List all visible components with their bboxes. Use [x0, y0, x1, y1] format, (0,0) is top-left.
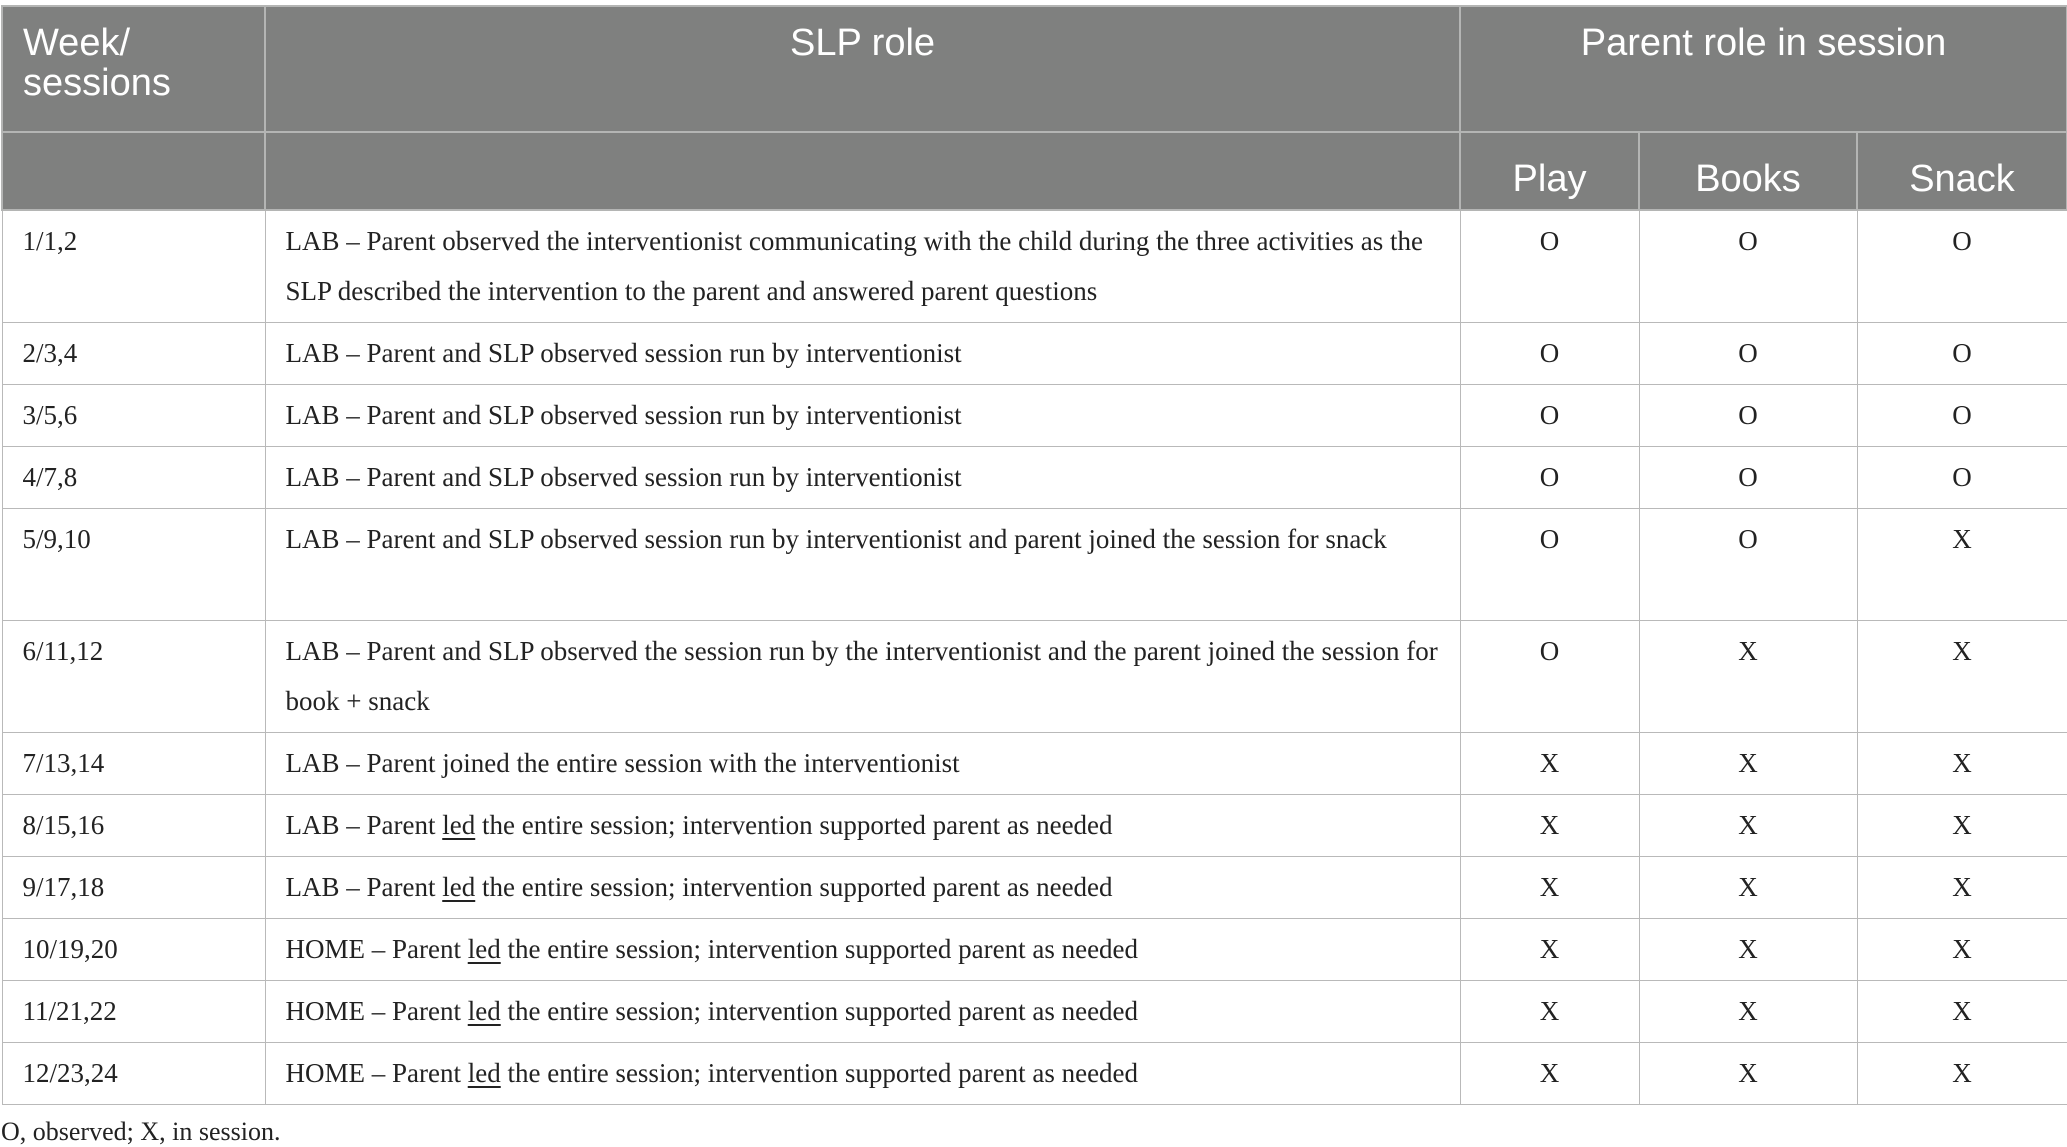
cell-snack: O [1857, 447, 2067, 509]
header-parent-role: Parent role in session [1460, 6, 2067, 132]
slp-role-text: LAB – Parent and SLP observed session run by interventionist [285, 400, 962, 430]
cell-week-sessions: 4/7,8 [2, 447, 265, 509]
table-row [2, 1043, 2067, 1105]
cell-snack: X [1857, 795, 2067, 857]
slp-role-led: led [442, 810, 476, 840]
table-row [2, 621, 2067, 733]
cell-week-sessions: 7/13,14 [2, 733, 265, 795]
slp-role-text: HOME – Parent [285, 1058, 468, 1088]
slp-role-text-rest: the entire session; intervention supported parent as needed [475, 872, 1113, 902]
slp-role-led: led [467, 1058, 501, 1088]
cell-play: X [1460, 795, 1639, 857]
table-row [2, 795, 2067, 857]
cell-books: X [1639, 621, 1857, 733]
cell-play: X [1460, 733, 1639, 795]
slp-role-text: LAB – Parent [285, 872, 443, 902]
cell-snack: X [1857, 621, 2067, 733]
cell-slp-role [265, 733, 1460, 795]
cell-week-sessions: 2/3,4 [2, 323, 265, 385]
session-table [1, 5, 2067, 1105]
table-row [2, 447, 2067, 509]
table-row [2, 210, 2067, 323]
slp-role-text-rest: the entire session; intervention supported parent as needed [500, 934, 1139, 964]
cell-books: O [1639, 323, 1857, 385]
slp-role-text: LAB – Parent and SLP observed session run by interventionist [285, 462, 962, 492]
cell-snack: X [1857, 1043, 2067, 1105]
cell-books: O [1639, 385, 1857, 447]
header-books: Books [1639, 132, 1857, 210]
cell-week-sessions: 9/17,18 [2, 857, 265, 919]
cell-week-sessions: 1/1,2 [2, 210, 265, 323]
table-row [2, 509, 2067, 621]
cell-snack: X [1857, 981, 2067, 1043]
cell-slp-role [265, 981, 1460, 1043]
table-row [2, 323, 2067, 385]
header-empty-role [265, 132, 1460, 210]
cell-slp-role [265, 795, 1460, 857]
cell-books: O [1639, 509, 1857, 621]
slp-role-text-rest: the entire session; intervention supported parent as needed [500, 1058, 1139, 1088]
table-row [2, 385, 2067, 447]
slp-role-led: led [467, 996, 501, 1026]
cell-week-sessions: 11/21,22 [2, 981, 265, 1043]
cell-snack: X [1857, 919, 2067, 981]
header-slp-role: SLP role [265, 6, 1460, 132]
slp-role-text: LAB – Parent joined the entire session with the interventionist [285, 748, 960, 778]
cell-books: O [1639, 447, 1857, 509]
slp-role-led: led [467, 934, 501, 964]
cell-books: X [1639, 1043, 1857, 1105]
cell-slp-role [265, 509, 1460, 621]
cell-slp-role [265, 323, 1460, 385]
cell-play: X [1460, 981, 1639, 1043]
cell-play: O [1460, 509, 1639, 621]
cell-snack: X [1857, 509, 2067, 621]
header-empty-week [2, 132, 265, 210]
cell-week-sessions: 5/9,10 [2, 509, 265, 621]
table-footnote: O, observed; X, in session. [1, 1117, 281, 1146]
slp-role-text-rest: the entire session; intervention supported parent as needed [475, 810, 1113, 840]
slp-role-led: led [442, 872, 476, 902]
table-row [2, 919, 2067, 981]
cell-snack: O [1857, 210, 2067, 323]
table-header [2, 6, 2067, 210]
table-row [2, 981, 2067, 1043]
cell-week-sessions: 6/11,12 [2, 621, 265, 733]
header-snack: Snack [1857, 132, 2067, 210]
slp-role-text: LAB – Parent [285, 810, 443, 840]
cell-slp-role [265, 621, 1460, 733]
cell-snack: X [1857, 857, 2067, 919]
cell-slp-role [265, 857, 1460, 919]
slp-role-text: LAB – Parent observed the interventionist communicating with the child during the three activities as the SLP described the intervention to the parent and answered parent questions [285, 226, 1423, 306]
cell-books: O [1639, 210, 1857, 323]
cell-books: X [1639, 919, 1857, 981]
header-play: Play [1460, 132, 1639, 210]
cell-slp-role [265, 210, 1460, 323]
cell-week-sessions: 10/19,20 [2, 919, 265, 981]
cell-snack: X [1857, 733, 2067, 795]
cell-play: X [1460, 1043, 1639, 1105]
table-row [2, 857, 2067, 919]
cell-play: O [1460, 447, 1639, 509]
cell-week-sessions: 8/15,16 [2, 795, 265, 857]
cell-play: O [1460, 621, 1639, 733]
table-row [2, 733, 2067, 795]
table-container [1, 5, 2066, 1147]
cell-play: O [1460, 385, 1639, 447]
slp-role-text: LAB – Parent and SLP observed session run by interventionist and parent joined the session for snack [285, 524, 1387, 554]
header-week-sessions: Week/ sessions [2, 6, 265, 132]
slp-role-text: HOME – Parent [285, 934, 468, 964]
cell-slp-role [265, 385, 1460, 447]
cell-play: O [1460, 210, 1639, 323]
slp-role-text: LAB – Parent and SLP observed session run by interventionist [285, 338, 962, 368]
cell-snack: O [1857, 323, 2067, 385]
cell-books: X [1639, 857, 1857, 919]
slp-role-text: LAB – Parent and SLP observed the session run by the interventionist and the parent joined the session for book + snack [285, 636, 1438, 716]
cell-play: X [1460, 857, 1639, 919]
cell-snack: O [1857, 385, 2067, 447]
cell-books: X [1639, 795, 1857, 857]
cell-play: X [1460, 919, 1639, 981]
cell-slp-role [265, 1043, 1460, 1105]
cell-week-sessions: 12/23,24 [2, 1043, 265, 1105]
slp-role-text: HOME – Parent [285, 996, 468, 1026]
cell-play: O [1460, 323, 1639, 385]
cell-week-sessions: 3/5,6 [2, 385, 265, 447]
cell-slp-role [265, 919, 1460, 981]
cell-books: X [1639, 981, 1857, 1043]
cell-books: X [1639, 733, 1857, 795]
table-body [2, 210, 2067, 1105]
slp-role-text-rest: the entire session; intervention supported parent as needed [500, 996, 1139, 1026]
cell-slp-role [265, 447, 1460, 509]
